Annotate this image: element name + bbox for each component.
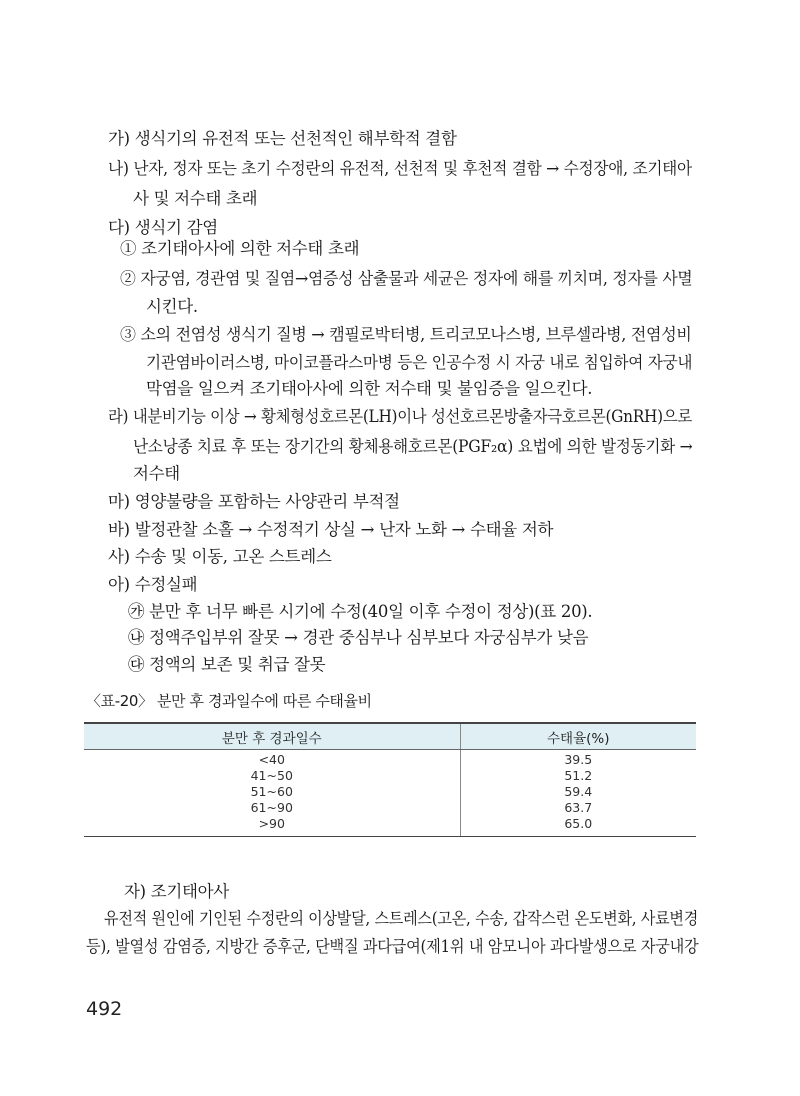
table-caption: 〈표-20〉 분만 후 경과일수에 따른 수태율비 <box>86 692 372 710</box>
item-a-1: ㉮ 분만 후 너무 빠른 시기에 수정(40일 이후 수정이 정상)(표 20). <box>128 602 593 621</box>
cell-rate: 39.5 <box>564 752 593 767</box>
cell-days: >90 <box>84 816 460 837</box>
item-a-3: ㉰ 정액의 보존 및 취급 잘못 <box>128 655 326 674</box>
item-da-1: ① 조기태아사에 의한 저수태 초래 <box>120 239 360 258</box>
header-conception-rate: 수태율(%) <box>460 723 696 750</box>
item-ra-cont-2: 저수태 <box>133 464 180 483</box>
item-da-3: ③ 소의 전염성 생식기 질병 → 캠필로박터병, 트리코모나스병, 브루셀라병, 전염성비 <box>120 325 692 344</box>
paragraph-line-2: 등), 발열성 감염증, 지방간 증후군, 단백질 과다급여(제1위 내 암모니아 과다발생으로 자궁내강 <box>86 937 699 956</box>
item-ra-cont-1: 난소낭종 치료 후 또는 장기간의 황체용해호르몬(PGF₂α) 요법에 의한 발정동기화 → <box>133 437 693 456</box>
item-ga: 가) 생식기의 유전적 또는 선천적인 해부학적 결함 <box>108 129 457 148</box>
item-na: 나) 난자, 정자 또는 초기 수정란의 유전적, 선천적 및 후천적 결함 → 수정장애, 조기태아 <box>108 159 692 178</box>
item-ja: 자) 조기태아사 <box>124 882 229 901</box>
item-na-cont: 사 및 저수태 초래 <box>133 189 258 208</box>
table-row <box>84 768 696 784</box>
item-da-3-cont-1: 기관염바이러스병, 마이코플라스마병 등은 인공수정 시 자궁 내로 침입하여 자궁내 <box>146 353 693 372</box>
item-ma: 마) 영양불량을 포함하는 사양관리 부적절 <box>108 492 400 511</box>
cell-rate: 51.2 <box>564 768 593 783</box>
item-ba: 바) 발정관찰 소홀 → 수정적기 상실 → 난자 노화 → 수태율 저하 <box>108 520 554 539</box>
table-row <box>84 784 696 800</box>
item-a: 아) 수정실패 <box>108 575 198 594</box>
table-row <box>84 750 696 769</box>
cell-rate: 65.0 <box>460 816 696 837</box>
cell-days: 51~60 <box>84 784 460 800</box>
paragraph-line-1: 유전적 원인에 기인된 수정란의 이상발달, 스트레스(고온, 수송, 갑작스런 온도변화, 사료변경 <box>104 909 699 928</box>
cell-rate: 59.4 <box>564 784 593 799</box>
cell-days: 41~50 <box>84 768 460 784</box>
item-da: 다) 생식기 감염 <box>108 218 218 237</box>
page-number: 492 <box>86 998 123 1020</box>
item-a-2: ㉯ 정액주입부위 잘못 → 경관 중심부나 심부보다 자궁심부가 낮음 <box>128 628 589 647</box>
item-da-3-cont-2: 막염을 일으켜 조기태아사에 의한 저수태 및 불임증을 일으킨다. <box>146 379 593 398</box>
item-ra: 라) 내분비기능 이상 → 황체형성호르몬(LH)이나 성선호르몬방출자극호르몬(GnRH)으로 <box>108 407 692 426</box>
cell-days: <40 <box>84 750 460 769</box>
cell-days: 61~90 <box>84 800 460 816</box>
header-days-after-calving: 분만 후 경과일수 <box>84 723 460 750</box>
cell-rate: 63.7 <box>564 800 593 815</box>
table-row <box>84 816 696 837</box>
table-header-row <box>84 723 696 750</box>
item-da-2-cont: 시킨다. <box>146 297 198 316</box>
item-da-2: ② 자궁염, 경관염 및 질염→염증성 삼출물과 세균은 정자에 해를 끼치며, 정자를 사멸 <box>120 269 693 288</box>
item-sa: 사) 수송 및 이동, 고온 스트레스 <box>108 547 332 566</box>
conception-rate-table <box>84 722 696 837</box>
table-row <box>84 800 696 816</box>
